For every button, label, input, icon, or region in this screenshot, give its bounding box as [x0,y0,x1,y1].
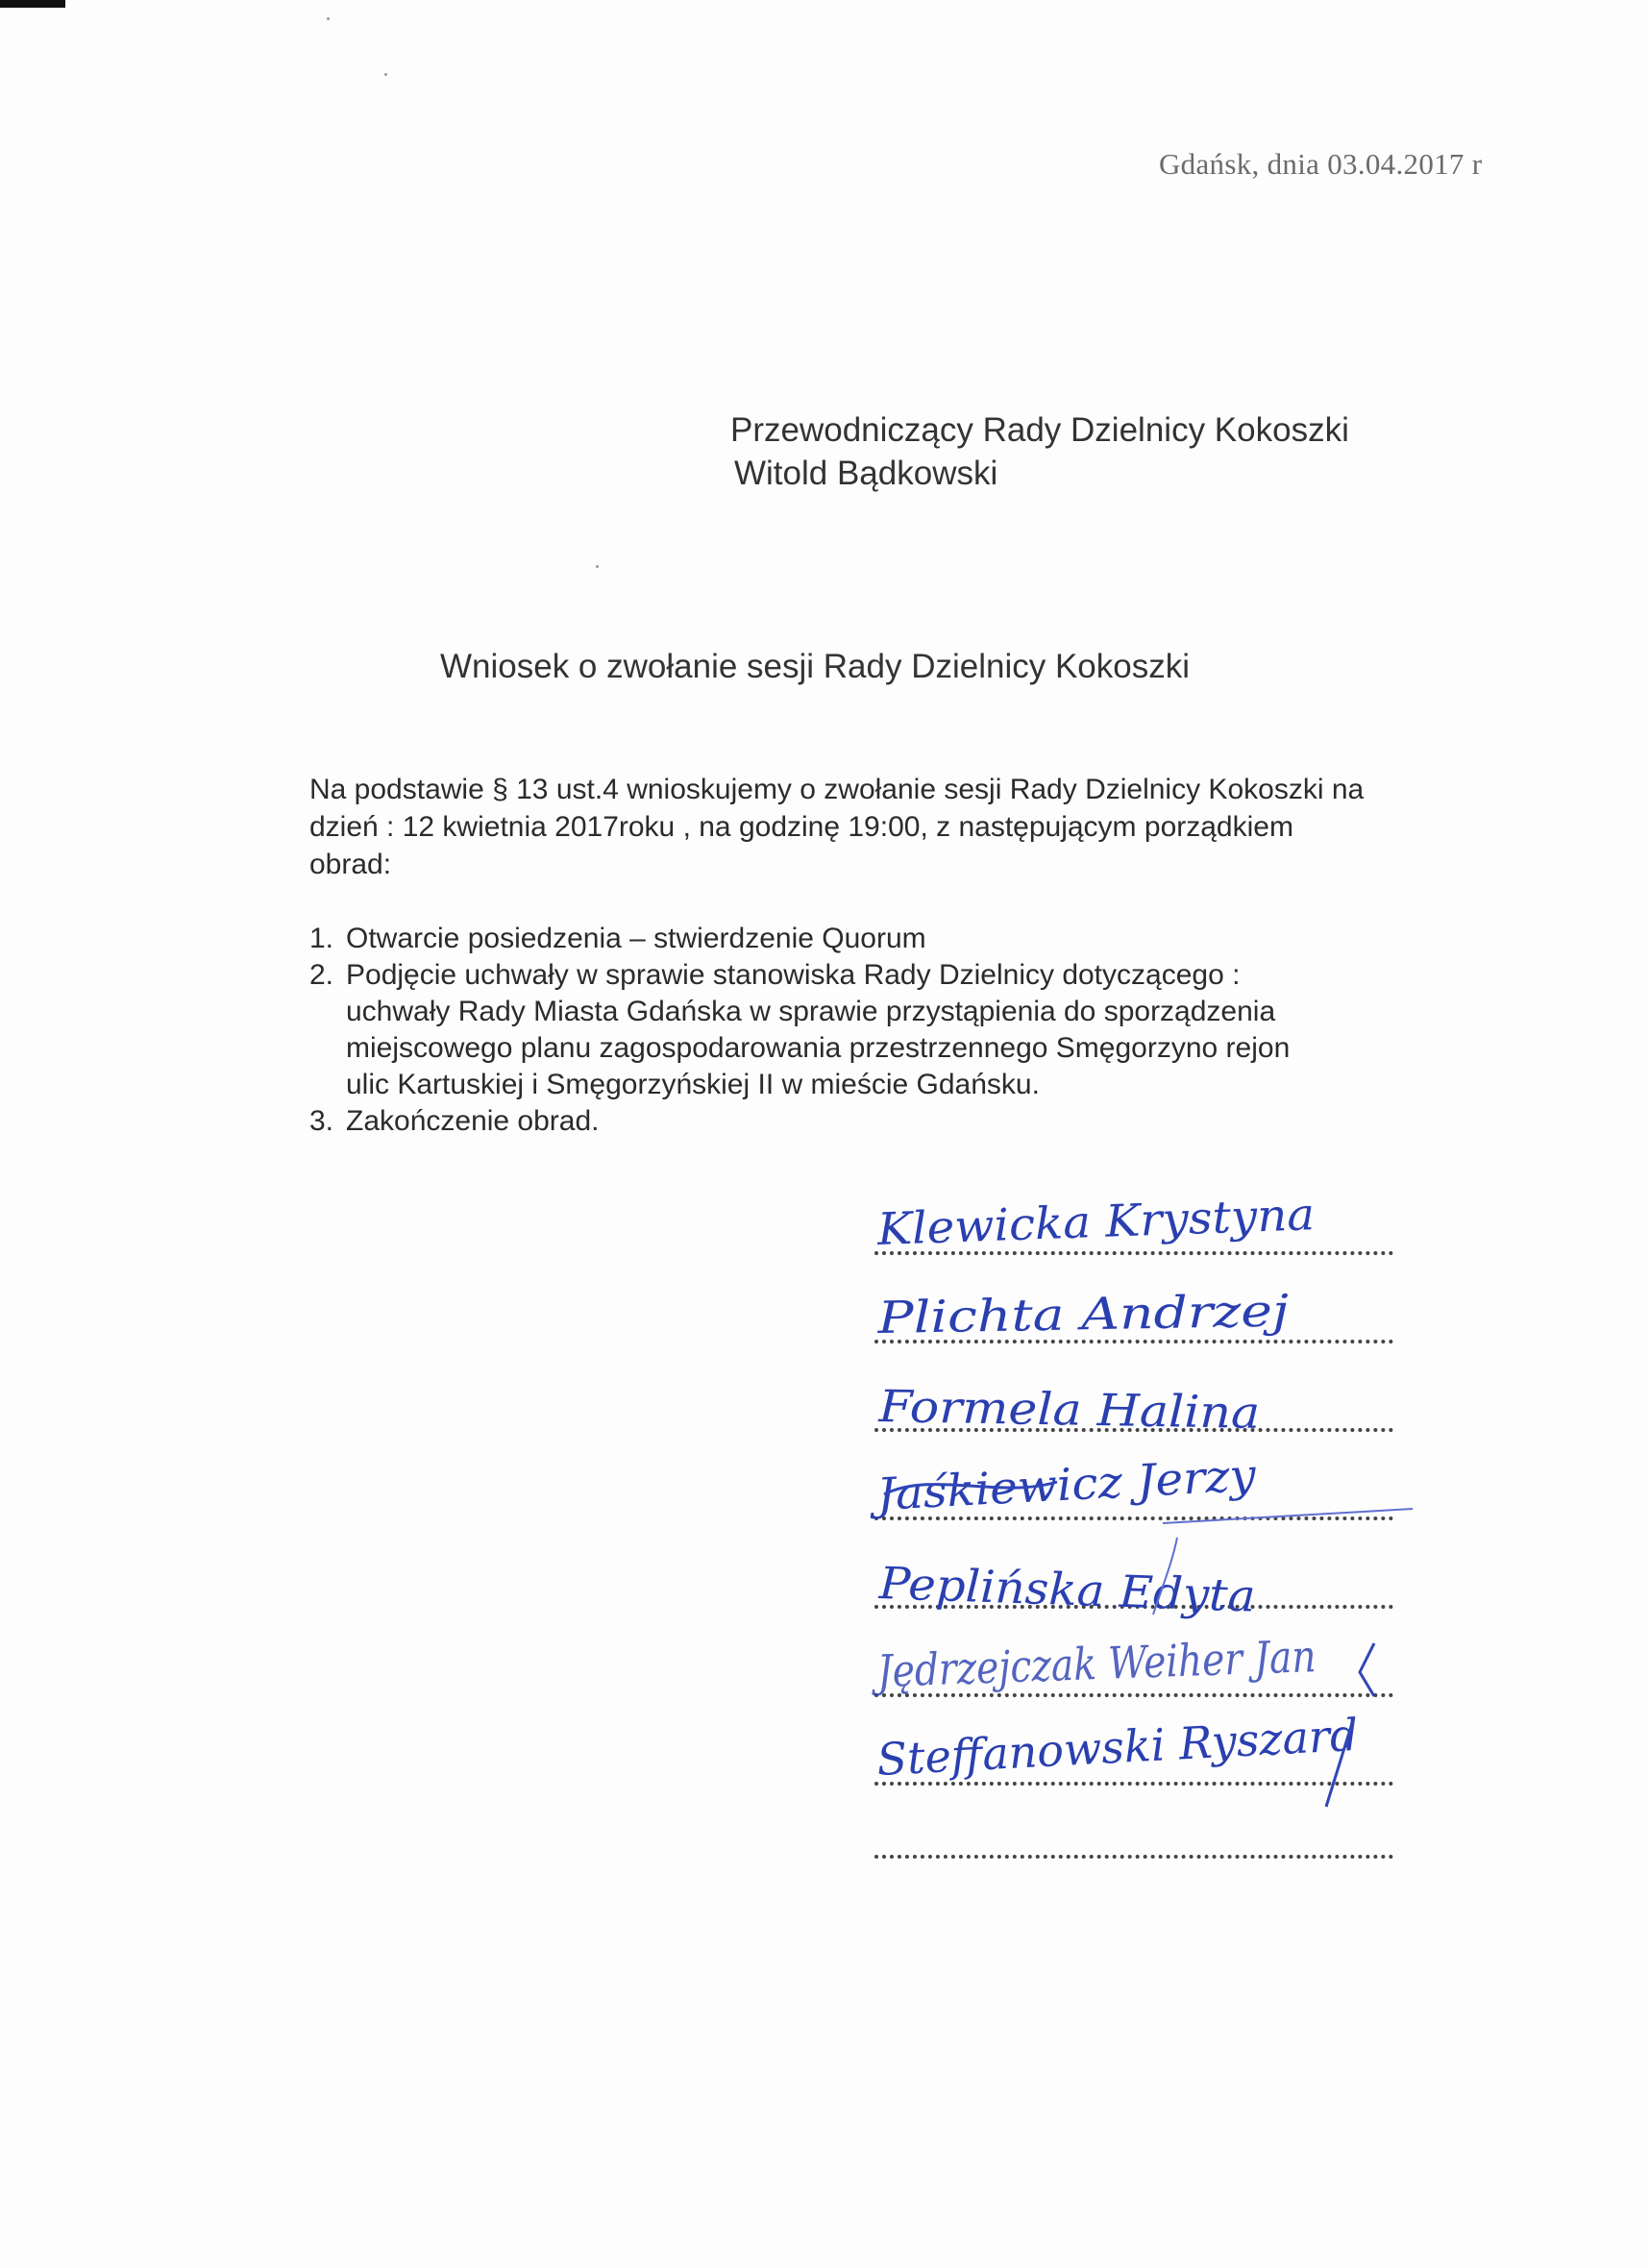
handwritten-signature: Jaśkiewicz Jerzy [875,1448,1258,1520]
scan-speck [384,73,387,76]
intro-line: obrad: [309,849,392,880]
scan-speck [596,565,599,568]
agenda-item [309,921,1520,957]
handwritten-signature: Peplińska Edyta [878,1557,1257,1622]
handwritten-signature: Plichta Andrzej [877,1284,1290,1344]
document-title: Wniosek o zwołanie sesji Rady Dzielnicy Kokoszki [440,648,1191,685]
signature-flourish [1153,1538,1177,1615]
agenda-item-number: 1. [309,923,334,954]
handwritten-signature: Klewicka Krystyna [876,1188,1316,1255]
signature-flourish [1360,1643,1374,1696]
signature-area [874,1182,1413,1874]
scan-speck [327,17,330,20]
agenda-item-line: ulic Kartuskiej i Smęgorzyńskiej II w mieście Gdańsku. [346,1069,1040,1100]
agenda-item [309,1103,1520,1140]
agenda-item-number: 3. [309,1105,334,1137]
signature-flourish [1326,1720,1353,1807]
addressee-name: Witold Bądkowski [734,455,998,492]
agenda-item-line: Otwarcie posiedzenia – stwierdzenie Quorum [346,923,926,954]
agenda-item-text [346,1103,1520,1140]
signature-flourish [1163,1509,1413,1523]
handwritten-signature: Steffanowski Ryszard [875,1708,1360,1786]
handwritten-signature: Formela Halina [878,1380,1261,1439]
agenda-item-text [346,957,1520,1103]
intro-line: dzień : 12 kwietnia 2017roku , na godzinę 19:00, z następującym porządkiem [309,811,1293,843]
agenda-list [309,921,1520,1140]
signature-flourish [884,1482,1057,1494]
date-line: Gdańsk, dnia 03.04.2017 r [1159,147,1483,181]
agenda-item-line: Zakończenie obrad. [346,1105,600,1137]
agenda-item-text [346,921,1520,957]
signature-strokes [874,1182,1413,1874]
addressee-title: Przewodniczący Rady Dzielnicy Kokoszki [730,411,1349,449]
agenda-item-line: miejscowego planu zagospodarowania przestrzennego Smęgorzyno rejon [346,1032,1291,1064]
agenda-item [309,957,1520,1103]
handwritten-signature: Jędrzejczak Weiher Jan [876,1630,1317,1697]
addressee-block [730,408,1349,495]
agenda-item-line: Podjęcie uchwały w sprawie stanowiska Rady Dzielnicy dotyczącego : [346,959,1241,991]
intro-paragraph [309,771,1520,883]
agenda-item-number: 2. [309,959,334,991]
agenda-item-line: uchwały Rady Miasta Gdańska w sprawie przystąpienia do sporządzenia [346,996,1276,1027]
scan-edge-mark [0,0,65,8]
intro-line: Na podstawie § 13 ust.4 wnioskujemy o zwołanie sesji Rady Dzielnicy Kokoszki na [309,774,1365,805]
